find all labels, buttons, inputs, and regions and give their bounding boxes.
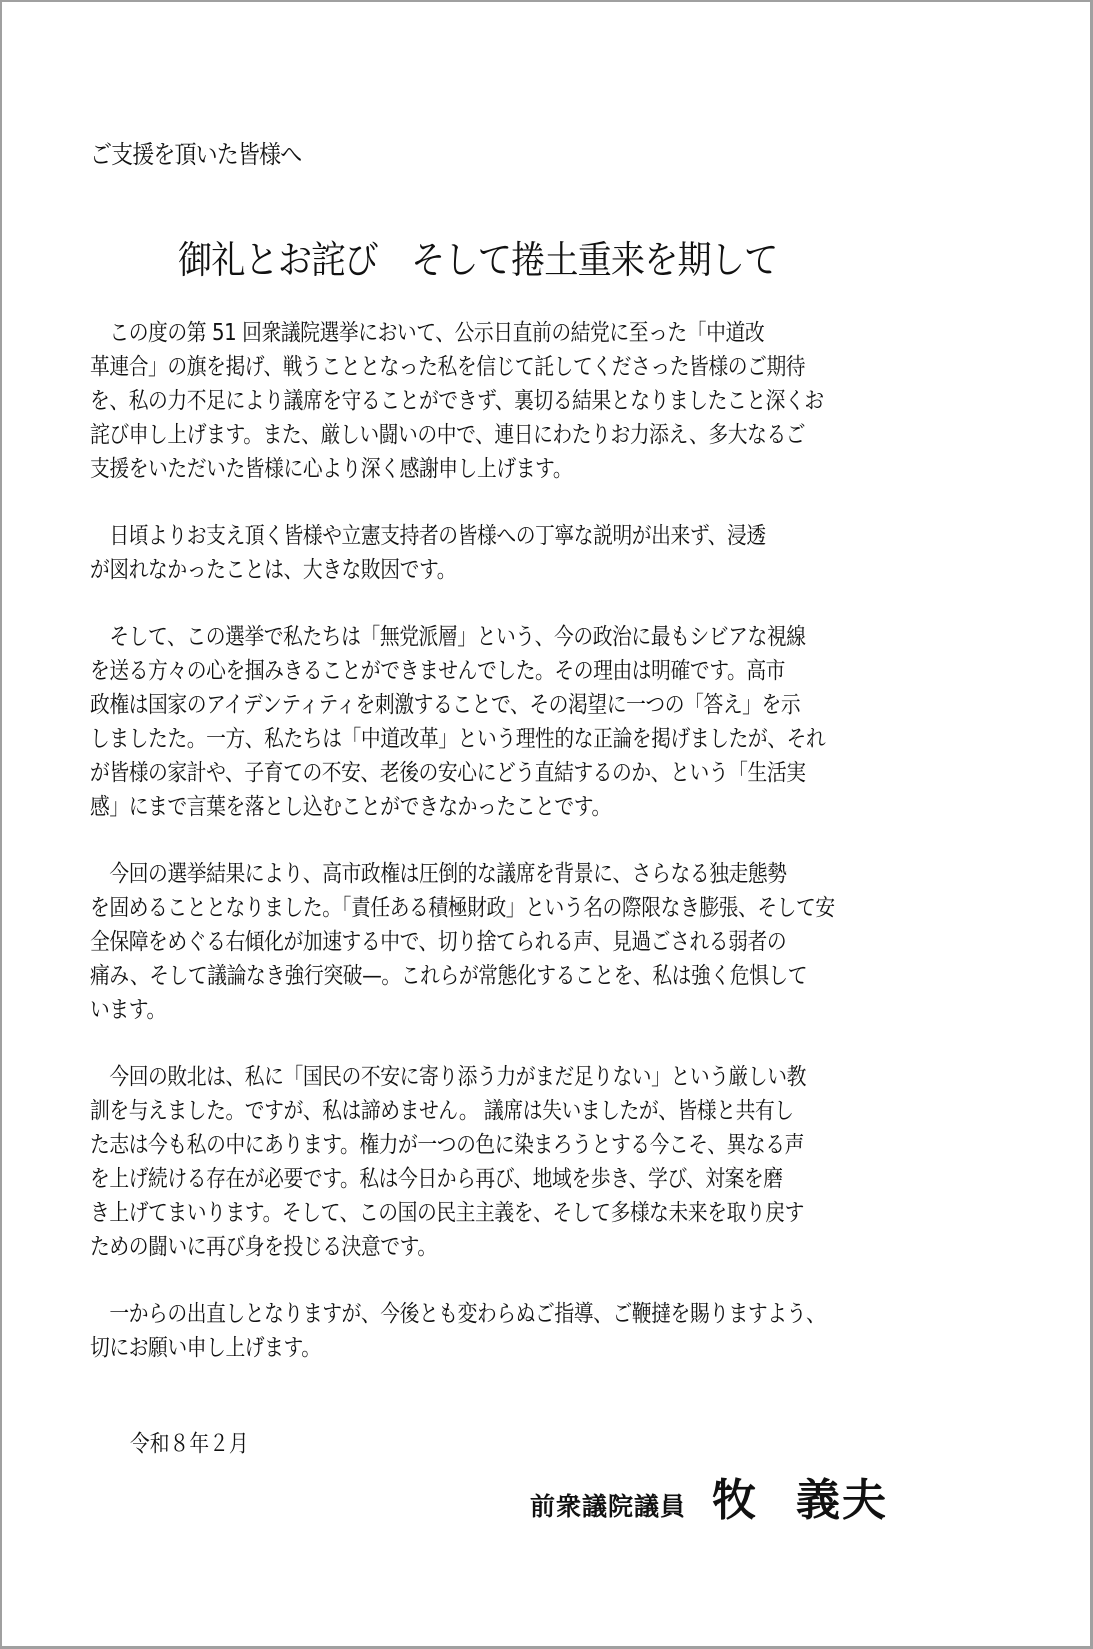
- body-line: を、私の力不足により議席を守ることができず、裏切る結果となりましたこと深くお: [90, 388, 824, 414]
- signature-block: [530, 1464, 888, 1528]
- paragraph-apology: [90, 316, 1010, 486]
- body-line: 痛み、そして議論なき強行突破—。これらが常態化することを、私は強く危惧して: [90, 963, 808, 989]
- signature-given-name: 義夫: [796, 1475, 889, 1526]
- body-line: そして、この選挙で私たちは「無党派層」という、今の政治に最もシビアな視線: [90, 624, 806, 650]
- signature-role: 前衆議院議員: [530, 1492, 687, 1521]
- body-line: います。: [90, 997, 166, 1023]
- body-line: 詫び申し上げます。また、厳しい闘いの中で、連日にわたりお力添え、多大なるご: [90, 422, 806, 448]
- letter-title: 御礼とお詫び そして捲土重来を期して: [178, 238, 778, 282]
- letter-date: 令和８年２月: [130, 1431, 249, 1457]
- body-line: 今回の敗北は、私に「国民の不安に寄り添う力がまだ足りない」という厳しい教: [90, 1064, 806, 1090]
- body-line: 一からの出直しとなりますが、今後とも変わらぬご指導、ご鞭撻を賜りますよう、: [90, 1301, 826, 1327]
- body-line: 全保障をめぐる右傾化が加速する中で、切り捨てられる声、見過ごされる弱者の: [90, 929, 787, 955]
- body-line: 政権は国家のアイデンティティを刺激することで、その渇望に一つの「答え」を示: [90, 692, 801, 718]
- signature-name: [712, 1464, 888, 1528]
- paragraph-resolve: [90, 1060, 1010, 1264]
- body-line: 切にお願い申し上げます。: [90, 1335, 321, 1361]
- signature-surname: 牧: [712, 1475, 759, 1526]
- body-line: 日頃よりお支え頂く皆様や立憲支持者の皆様への丁寧な説明が出来ず、浸透: [90, 523, 766, 549]
- body-line: ための闘いに再び身を投じる決意です。: [90, 1234, 437, 1260]
- body-line: を送る方々の心を掴みきることができませんでした。その理由は明確です。高市: [90, 658, 786, 684]
- body-line: た志は今も私の中にあります。権力が一つの色に染まろうとする今こそ、異なる声: [90, 1132, 804, 1158]
- body-line: 感」にまで言葉を落とし込むことができなかったことです。: [90, 794, 611, 820]
- paragraph-closing: [90, 1297, 1010, 1365]
- letter-body: [90, 316, 1010, 1398]
- greeting-line: ご支援を頂いた皆様へ: [90, 140, 302, 169]
- paragraph-concern: [90, 857, 1010, 1027]
- body-line: が皆様の家計や、子育ての不安、老後の安心にどう直結するのか、という「生活実: [90, 760, 806, 786]
- body-line: 革連合」の旗を掲げ、戦うこととなった私を信じて託してくださった皆様のご期待: [90, 354, 806, 380]
- body-line: しましたた。一方、私たちは「中道改革」という理性的な正論を掲げましたが、それ: [90, 726, 826, 752]
- body-line: き上げてまいります。そして、この国の民主主義を、そして多様な未来を取り戻す: [90, 1200, 804, 1226]
- paragraph-cause: [90, 519, 1010, 587]
- body-line: この度の第 51 回衆議院選挙において、公示日直前の結党に至った「中道改: [90, 320, 765, 346]
- body-line: を上げ続ける存在が必要です。私は今日から再び、地域を歩き、学び、対案を磨: [90, 1166, 783, 1192]
- body-line: 支援をいただいた皆様に心より深く感謝申し上げます。: [90, 456, 573, 482]
- paragraph-analysis: [90, 620, 1010, 824]
- body-line: が図れなかったことは、大きな敗因です。: [90, 557, 457, 583]
- body-line: 今回の選挙結果により、高市政権は圧倒的な議席を背景に、さらなる独走態勢: [90, 861, 787, 887]
- body-line: 訓を与えました。ですが、私は諦めません。 議席は失いましたが、皆様と共有し: [90, 1098, 794, 1124]
- body-line: を固めることとなりました。「責任ある積極財政」という名の際限なき膨張、そして安: [90, 895, 835, 921]
